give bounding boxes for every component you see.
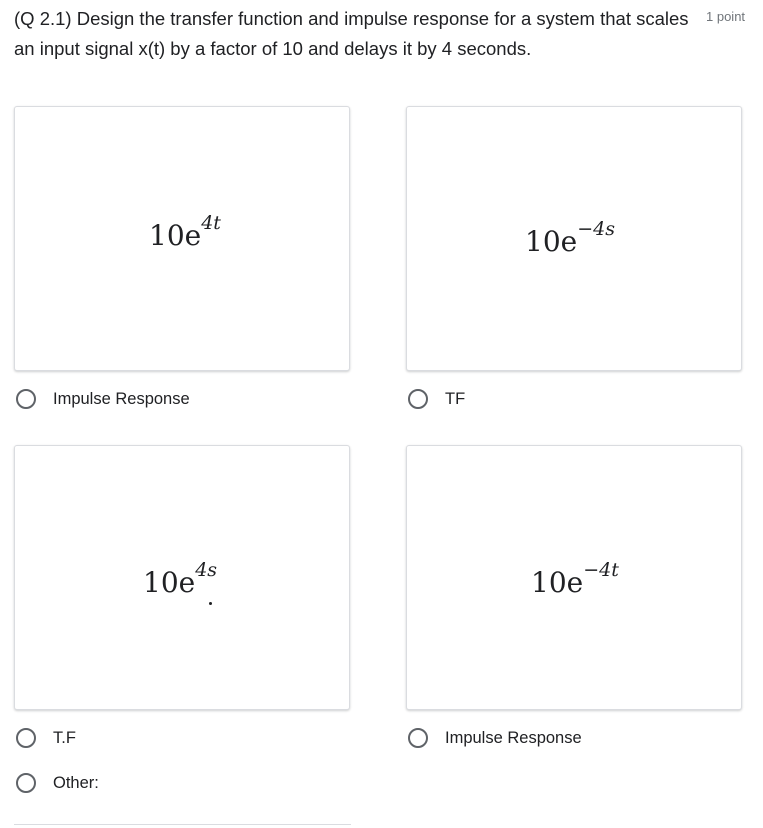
radio-option-4[interactable] <box>408 725 582 751</box>
other-label: Other: <box>53 773 99 792</box>
radio-option-2[interactable] <box>408 386 465 412</box>
option-image-card-2[interactable] <box>406 106 742 371</box>
equation-image-3: $10e^{4s}$ <box>143 558 218 599</box>
option-image-card-3[interactable] <box>14 445 350 710</box>
radio-button[interactable] <box>16 773 36 793</box>
radio-option-1[interactable] <box>16 386 190 412</box>
other-text-input[interactable] <box>14 824 351 825</box>
option-label: T.F <box>53 728 76 747</box>
equation-image-2: $10e^{-4s}$ <box>525 217 615 258</box>
stray-dot <box>209 602 212 605</box>
points-label: 1 point <box>706 9 746 24</box>
radio-button[interactable] <box>408 728 428 748</box>
equation-image-1: $10e^{4t}$ <box>149 211 221 252</box>
equation-image-4: $10e^{-4t}$ <box>531 558 619 599</box>
option-label: Impulse Response <box>445 728 582 747</box>
option-label: TF <box>445 389 466 408</box>
option-image-card-1[interactable] <box>14 106 350 371</box>
radio-option-other[interactable] <box>16 770 99 796</box>
option-label: Impulse Response <box>53 389 190 408</box>
radio-button[interactable] <box>16 728 36 748</box>
option-image-card-4[interactable] <box>406 445 742 710</box>
radio-button[interactable] <box>16 389 36 409</box>
question-text: (Q 2.1) Design the transfer function and impulse response for a system that scales an input signal x(t) by a factor of 10 and delays it by 4 seconds. <box>14 8 689 59</box>
radio-option-3[interactable] <box>16 725 76 751</box>
radio-button[interactable] <box>408 389 428 409</box>
